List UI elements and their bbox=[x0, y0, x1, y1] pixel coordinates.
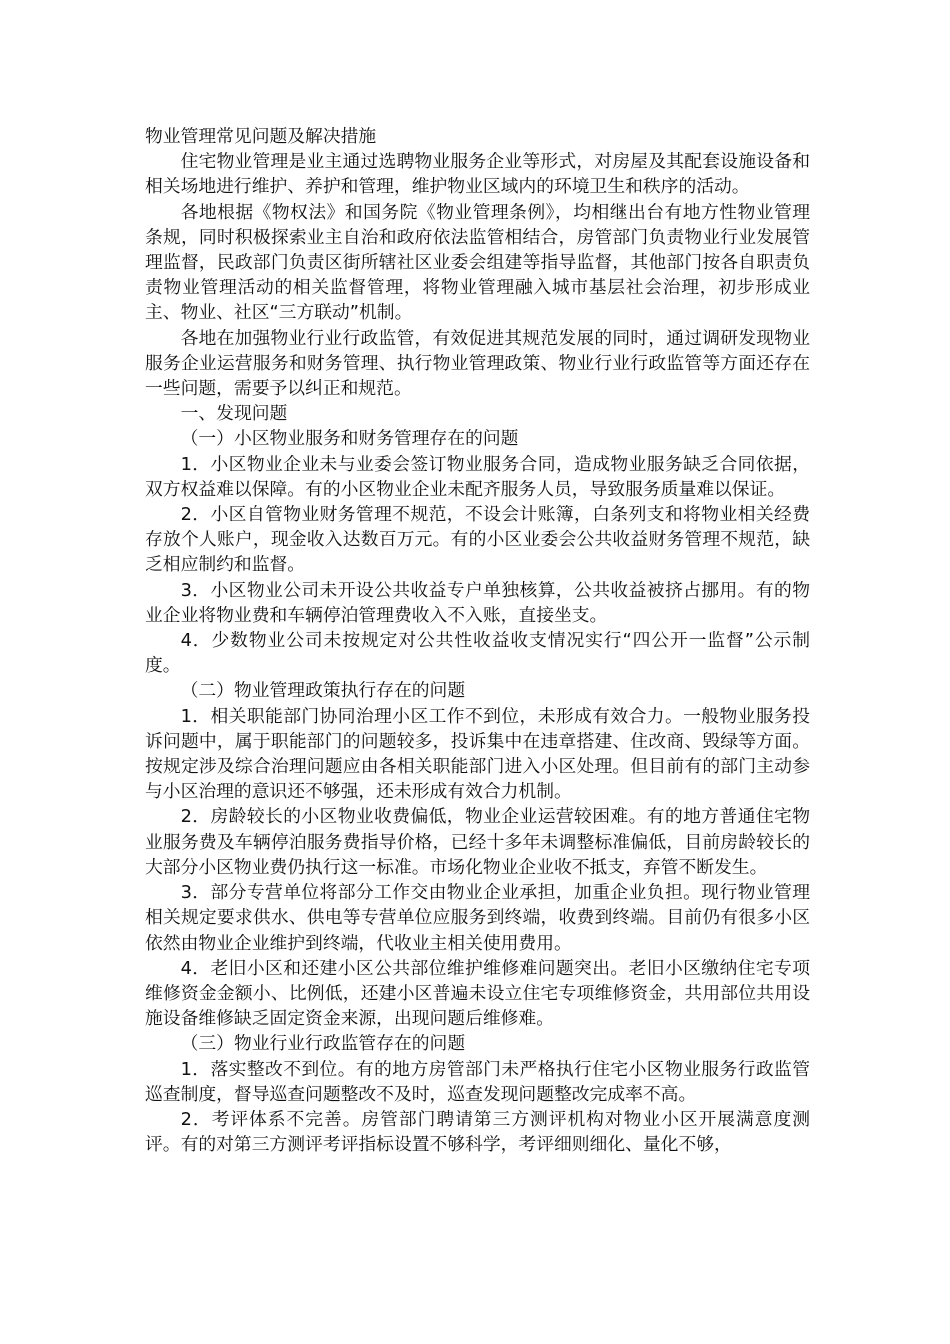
list-item: 2．小区自管物业财务管理不规范，不设会计账簿，白条列支和将物业相关经费存放个人账户，现金收入达数百万元。有的小区业委会公共收益财务管理不规范，缺乏相应制约和监督。 bbox=[145, 504, 810, 576]
subsection-heading: （三）物业行业行政监管存在的问题 bbox=[180, 1033, 466, 1055]
list-item: 1．相关职能部门协同治理小区工作不到位，未形成有效合力。一般物业服务投诉问题中，属于职能部门的问题较多，投诉集中在违章搭建、住改商、毁绿等方面。按规定涉及综合治理问题应由各相关职能部门进入小区处理。但目前有的部门主动参与小区治理的意识还不够强，还未形成有效合力机制。 bbox=[145, 705, 810, 803]
document-page bbox=[145, 124, 810, 1157]
subsection-heading: （二）物业管理政策执行存在的问题 bbox=[180, 680, 466, 702]
list-item: 4．老旧小区和还建小区公共部位维护维修难问题突出。老旧小区缴纳住宅专项维修资金金额小、比例低，还建小区普遍未设立住宅专项维修资金，共用部位共用设施设备维修缺乏固定资金来源，出现问题后维修难。 bbox=[145, 957, 810, 1030]
list-item: 3．部分专营单位将部分工作交由物业企业承担，加重企业负担。现行物业管理相关规定要求供水、供电等专营单位应服务到终端，收费到终端。目前仍有很多小区依然由物业企业维护到终端，代收业主相关使用费用。 bbox=[145, 882, 810, 954]
paragraph: 各地在加强物业行业行政监管，有效促进其规范发展的同时，通过调研发现物业服务企业运营服务和财务管理、执行物业管理政策、物业行业行政监管等方面还存在一些问题，需要予以纠正和规范。 bbox=[145, 327, 810, 400]
list-item: 2．房龄较长的小区物业收费偏低，物业企业运营较困难。有的地方普通住宅物业服务费及车辆停泊服务费指导价格，已经十多年未调整标准偏低，目前房龄较长的大部分小区物业费仍执行这一标准。市场化物业企业收不抵支，弃管不断发生。 bbox=[145, 806, 810, 878]
list-item: 2．考评体系不完善。房管部门聘请第三方测评机构对物业小区开展满意度测评。有的对第三方测评考评指标设置不够科学，考评细则细化、量化不够， bbox=[145, 1108, 810, 1156]
paragraph: 住宅物业管理是业主通过选聘物业服务企业等形式，对房屋及其配套设施设备和相关场地进行维护、养护和管理，维护物业区域内的环境卫生和秩序的活动。 bbox=[145, 151, 810, 198]
list-item: 1．小区物业企业未与业委会签订物业服务合同，造成物业服务缺乏合同依据，双方权益难以保障。有的小区物业企业未配齐服务人员，导致服务质量难以保证。 bbox=[145, 453, 810, 500]
list-item: 3．小区物业公司未开设公共收益专户单独核算，公共收益被挤占挪用。有的物业企业将物业费和车辆停泊管理费收入不入账，直接坐支。 bbox=[145, 579, 810, 626]
list-item: 4．少数物业公司未按规定对公共性收益收支情况实行“四公开一监督”公示制度。 bbox=[145, 630, 810, 677]
paragraph: 各地根据《物权法》和国务院《物业管理条例》，均相继出台有地方性物业管理条规，同时积极探索业主自治和政府依法监管相结合，房管部门负责物业行业发展管理监督，民政部门负责区街所辖社区业委会组建等指导监督，其他部门按各自职责负责物业管理活动的相关监督管理，将物业管理融入城市基层社会治理，初步形成业主、物业、社区“三方联动”机制。 bbox=[145, 201, 810, 324]
section-heading: 一、发现问题 bbox=[180, 403, 288, 425]
subsection-heading: （一）小区物业服务和财务管理存在的问题 bbox=[180, 428, 519, 450]
document-title: 物业管理常见问题及解决措施 bbox=[145, 126, 377, 147]
list-item: 1．落实整改不到位。有的地方房管部门未严格执行住宅小区物业服务行政监管巡查制度，督导巡查问题整改不及时，巡查发现问题整改完成率不高。 bbox=[145, 1058, 810, 1105]
